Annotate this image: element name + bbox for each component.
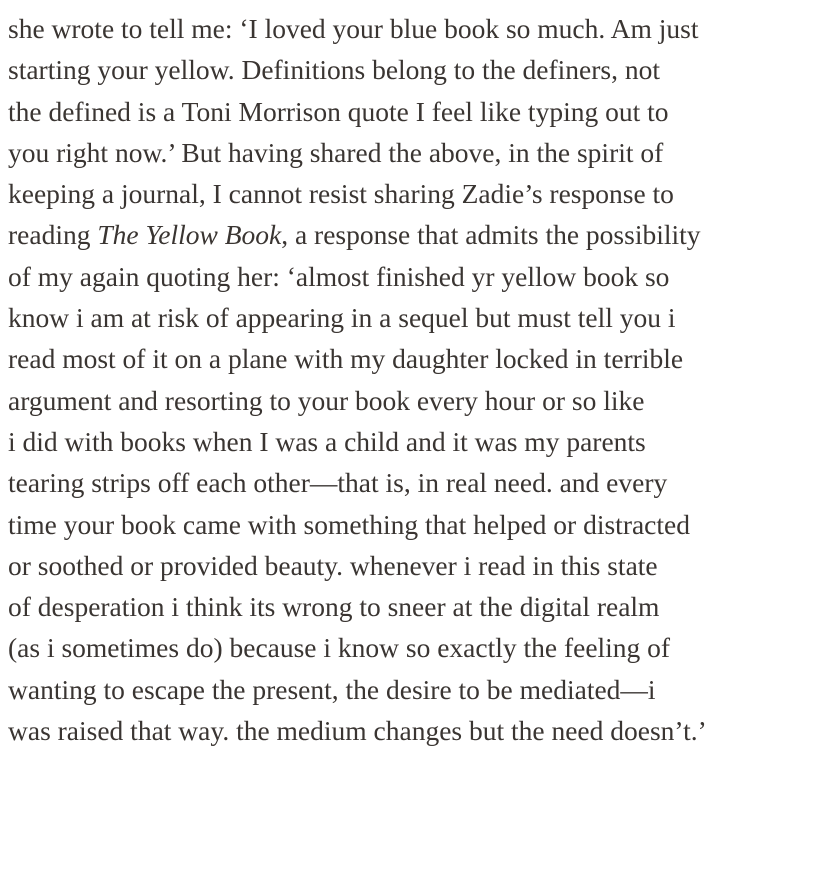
text-line-6-before: reading xyxy=(8,219,98,251)
text-line-16: (as i sometimes do) because i know so exactly the feeling of xyxy=(8,632,671,664)
text-line-14: or soothed or provided beauty. whenever i read in this state xyxy=(8,549,658,581)
text-line-10: argument and resorting to your book every hour or so like xyxy=(8,384,645,416)
text-line-5: keeping a journal, I cannot resist sharing Zadie’s response to xyxy=(8,178,674,210)
text-line-9: read most of it on a plane with my daughter locked in terrible xyxy=(8,343,684,375)
text-line-7: of my again quoting her: ‘almost finished yr yellow book so xyxy=(8,260,670,292)
text-line-17: wanting to escape the present, the desire to be mediated—i xyxy=(8,673,656,705)
text-line-3: the defined is a Toni Morrison quote I feel like typing out to xyxy=(8,95,669,127)
text-line-6-after: , a response that admits the possibility xyxy=(281,219,701,251)
text-line-18: was raised that way. the medium changes but the need doesn’t.’ xyxy=(8,715,707,747)
body-paragraph xyxy=(8,8,814,751)
text-line-15: of desperation i think its wrong to sneer at the digital realm xyxy=(8,591,660,623)
book-title-italic: The Yellow Book xyxy=(97,219,282,251)
text-line-4: you right now.’ But having shared the above, in the spirit of xyxy=(8,136,664,168)
text-line-13: time your book came with something that helped or distracted xyxy=(8,508,690,540)
text-line-6 xyxy=(8,214,814,255)
text-line-1: she wrote to tell me: ‘I loved your blue book so much. Am just xyxy=(8,13,699,44)
text-line-2: starting your yellow. Definitions belong to the definers, not xyxy=(8,54,660,86)
text-line-12: tearing strips off each other—that is, in real need. and every xyxy=(8,467,668,499)
text-line-11: i did with books when I was a child and it was my parents xyxy=(8,425,646,457)
text-line-8: know i am at risk of appearing in a sequel but must tell you i xyxy=(8,302,676,334)
